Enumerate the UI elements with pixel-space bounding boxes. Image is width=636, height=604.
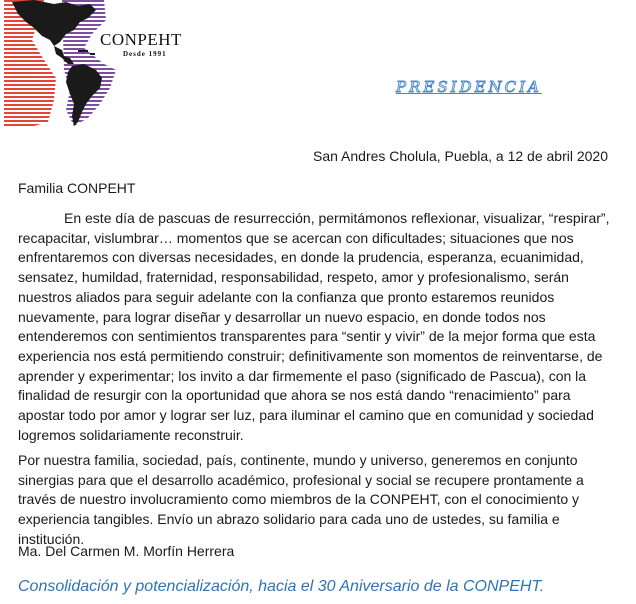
founded-year: Desde 1991 (123, 50, 167, 58)
paragraph-2: Por nuestra familia, sociedad, país, continente, mundo y universo, generemos en conjunto sinergias para que el desarrollo académico, profesional y social se recupere prontamente a través de nuestro involucramiento como miembros de la CONPEHT, con el conocimiento y experiencia tangibles. Envío un abrazo solidario para cada uno de ustedes, su familia e institución. (18, 452, 584, 547)
signature: Ma. Del Carmen M. Morfín Herrera (18, 543, 235, 559)
organization-name: CONPEHT (100, 30, 182, 49)
greeting: Familia CONPEHT (18, 180, 136, 196)
paragraph-1-text: En este día de pascuas de resurrección, permitámonos reflexionar, visualizar, “respirar”, recapacitar, vislumbrar… momentos que se acercan con dificultades; situaciones que nos enfrentaremos con diversas necesidades, en donde la prudencia, esperanza, ecuanimidad, sensatez, humildad, fraternidad, responsabilidad, respeto, amor y profesionalismo, serán nuestros aliados para seguir adelante con la confianza que pronto estaremos reunidos nuevamente, para lograr diseñar y desarrollar un nuevo espacio, en donde todos nos entenderemos con sentimientos transparentes para “sentir y vivir” de la mejor forma que esta experiencia nos está permitiendo construir; definitivamente son momentos de reinventarse, de aprender y experimentar; los invito a dar firmemente el paso (significado de Pascua), con la finalidad de resurgir con la oportunidad que ahora se nos está dando “renacimiento” para apostar todo por amor y lograr ser luz, para iluminar el camino que en comunidad y sociedad logremos solidariamente reconstruir. (18, 210, 610, 443)
office-title: PRESIDENCIA (396, 78, 542, 96)
letterhead-logo (4, 0, 180, 130)
americas-map-logo-icon (4, 0, 180, 130)
paragraph-1 (18, 209, 616, 445)
slogan: Consolidación y potencialización, hacia el 30 Aniversario de la CONPEHT. (18, 578, 545, 595)
place-date: San Andres Cholula, Puebla, a 12 de abril 2020 (313, 148, 608, 164)
